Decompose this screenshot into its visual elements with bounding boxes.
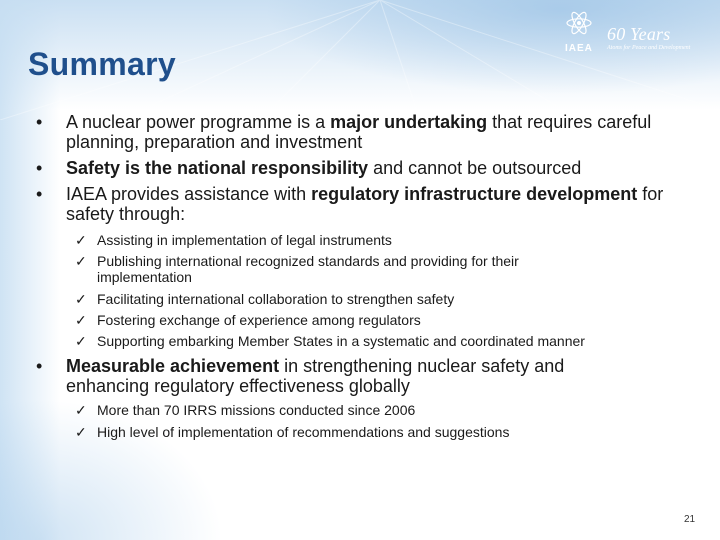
bullet-marker: •: [36, 356, 43, 376]
bullet-text: [66, 356, 641, 396]
org-acronym: IAEA: [565, 43, 593, 54]
bullet-text: [66, 184, 666, 224]
checkmark-icon: ✓: [75, 333, 87, 349]
bullet-text-emphasis: Safety is the national responsibility: [66, 158, 369, 178]
checkmark-icon: ✓: [75, 253, 87, 269]
bullet-text-emphasis: Measurable achievement: [66, 356, 280, 376]
logo-tagline: Atoms for Peace and Development: [607, 45, 691, 51]
bullet-marker: •: [36, 184, 43, 204]
bullet-text-part: A nuclear power programme is a: [66, 112, 331, 132]
page-number: 21: [684, 514, 696, 525]
checkmark-icon: ✓: [75, 424, 87, 440]
bullet-text-part: that requires careful planning, preparation and investment: [66, 112, 652, 152]
sub-list-text: Fostering exchange of experience among regulators: [97, 312, 421, 328]
bullet-text: [66, 112, 666, 152]
checkmark-icon: ✓: [75, 291, 87, 307]
bullet-text-emphasis: regulatory infrastructure development: [311, 184, 638, 204]
bullet-marker: •: [36, 158, 43, 178]
sub-list-text: Assisting in implementation of legal instruments: [97, 232, 392, 248]
checkmark-icon: ✓: [75, 402, 87, 418]
anniversary-text: 60 Years: [607, 24, 671, 44]
checkmark-icon: ✓: [75, 312, 87, 328]
bullet-text-part: and cannot be outsourced: [368, 158, 582, 178]
bullet-text: [66, 158, 666, 178]
bullet-text-emphasis: major undertaking: [330, 112, 488, 132]
slide-title: Summary: [28, 46, 176, 82]
bullet-text-part: IAEA provides assistance with: [66, 184, 312, 204]
sub-list-text: Facilitating international collaboration to strengthen safety: [97, 291, 455, 307]
sub-list-text: More than 70 IRRS missions conducted since 2006: [97, 402, 416, 418]
sub-list-text: High level of implementation of recommendations and suggestions: [97, 424, 510, 440]
sub-list-text: Publishing international recognized standards and providing for their implementation: [97, 253, 519, 285]
sub-list-text: Supporting embarking Member States in a systematic and coordinated manner: [97, 333, 585, 349]
checkmark-icon: ✓: [75, 232, 87, 248]
bullet-marker: •: [36, 112, 43, 132]
bullet-text-part: for safety through:: [66, 184, 664, 224]
bullet-text-part: in strengthening nuclear safety and enhancing regulatory effectiveness globally: [66, 356, 565, 396]
